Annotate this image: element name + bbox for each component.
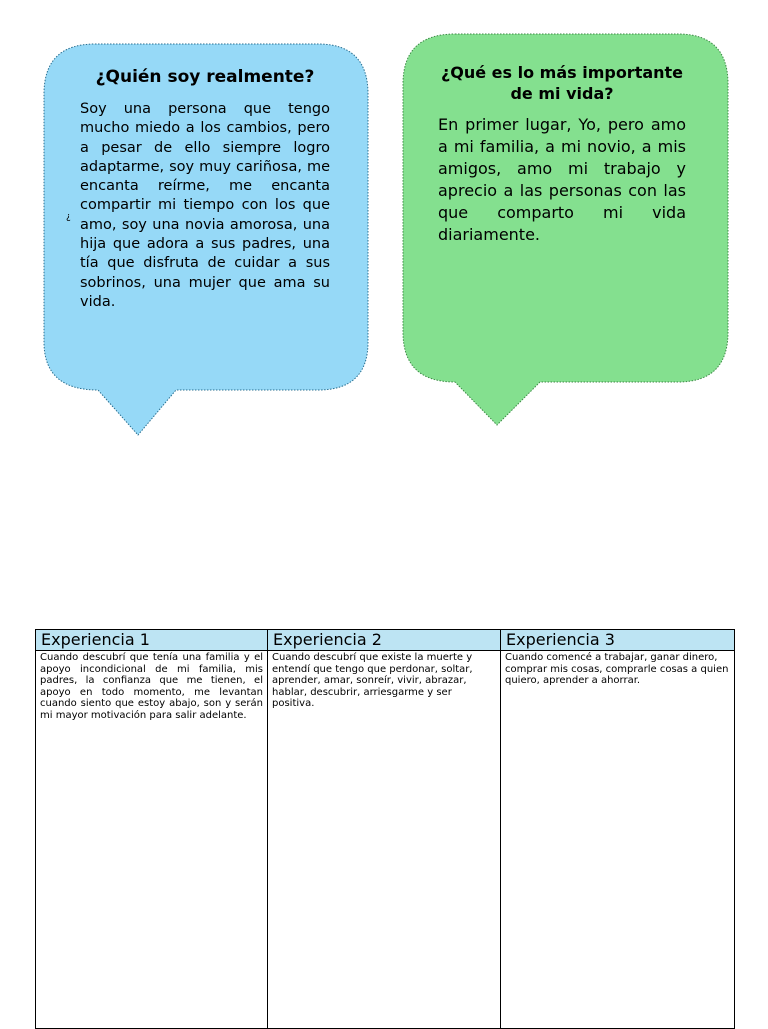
cell-experiencia-2: Cuando descubrí que existe la muerte y entendí que tengo que perdonar, soltar, aprender, amar, sonreír, vivir, abrazar, hablar, descubrir, arriesgarme y ser positiva.	[268, 651, 501, 1029]
bubble-right	[438, 62, 686, 246]
header-experiencia-2: Experiencia 2	[268, 630, 501, 651]
table-header-row	[36, 630, 735, 651]
bubble-right-title: ¿Qué es lo más importante de mi vida?	[440, 63, 684, 103]
bubble-left-title: ¿Quién soy realmente?	[95, 67, 315, 87]
bubble-right-body: En primer lugar, Yo, pero amo a mi familia, a mi novio, a mis amigos, amo mi trabajo y aprecio a las personas con las que comparto mi vida diariamente.	[438, 115, 686, 244]
header-experiencia-3: Experiencia 3	[501, 630, 735, 651]
bubble-left	[80, 66, 330, 312]
stray-mark: ¿	[66, 212, 71, 222]
table-row	[36, 651, 735, 1029]
bubble-left-body: Soy una persona que tengo mucho miedo a los cambios, pero a pesar de ello siempre logro adaptarme, soy muy cariñosa, me encanta reírme, me encanta compartir mi tiempo con los que amo, soy una novia amorosa, una hija que adora a sus padres, una tía que disfruta de cuidar a sus sobrinos, una mujer que ama su vida.	[80, 101, 330, 310]
experiences-table	[35, 629, 735, 1029]
cell-experiencia-1: Cuando descubrí que tenía una familia y el apoyo incondicional de mi familia, mis padres, la confianza que me tienen, el apoyo en todo momento, me levantan cuando siento que estoy abajo, son y serán mi mayor motivación para salir adelante.	[36, 651, 268, 1029]
header-experiencia-1: Experiencia 1	[36, 630, 268, 651]
cell-experiencia-3: Cuando comencé a trabajar, ganar dinero, comprar mis cosas, comprarle cosas a quien quiero, aprender a ahorrar.	[501, 651, 735, 1029]
